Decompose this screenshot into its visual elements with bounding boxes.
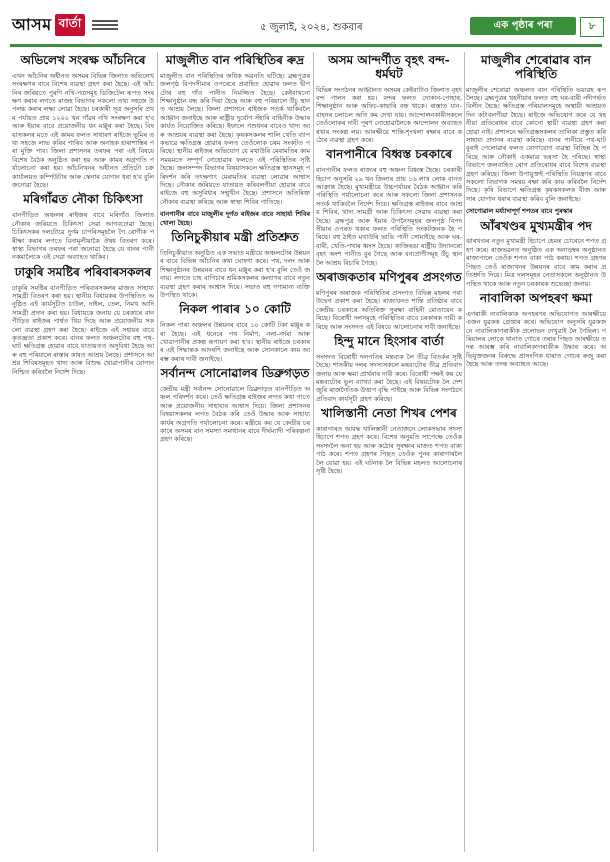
column-3 bbox=[316, 52, 462, 852]
headline-10: অৰাজকতাৰ মণিপুৰৰ প্ৰসংগত bbox=[316, 270, 462, 285]
article-10-body: মণিপুৰৰ অৰাজক পৰিস্থিতিৰ প্ৰসংগত বিভিন্ন মহলৰ পৰা উদ্বেগ প্ৰকাশ কৰা হৈছে। ৰাজ্যখনত শান্তি প্ৰতিষ্ঠাৰ বাবে কেন্দ্ৰীয় চৰকাৰে অতিৰিক্ত সুৰক্ষা বাহিনী মোতায়েন কৰিছে। বিৰোধী দলসমূহে পৰিস্থিতিৰ বাবে চৰকাৰক দায়ী কৰিছে আৰু সংসদত এই বিষয়ে আলোচনাৰ দাবী জনাইছে। bbox=[316, 288, 462, 331]
article-13-note: সোণোৱাল মৰ্য্যাদাপূৰ্ণ শপতৰ বাবে পুৰস্কাৰ bbox=[466, 207, 573, 216]
headline-11: হিন্দু মানে হিংসাৰ বাৰ্তা bbox=[334, 333, 444, 348]
article-9-body: বানপানীৰ ফলত ৰাজ্যৰ বহু অঞ্চল বিধ্বস্ত হৈছে। চৰকাৰী হিচাপ অনুসৰি ২৯ খন জিলাৰ প্ৰায় ১৬ লাখ লোক বানত আক্ৰান্ত হৈছে। মুখ্যমন্ত্ৰীয়ে উচ্চপৰ্যায়ৰ বৈঠক আহ্বান কৰি পৰিস্থিতি পৰ্যালোচনা কৰে আৰু সকলো জিলা প্ৰশাসনক সতৰ্ক থাকিবলৈ নিৰ্দেশ দিয়ে। ক্ষতিগ্ৰস্ত ৰাইজৰ বাবে আশ্ৰয় শিবিৰ, খাদ্য সামগ্ৰী আৰু চিকিৎসা সেৱাৰ ব্যৱস্থা কৰা হৈছে। ব্ৰহ্মপুত্ৰ আৰু ইয়াৰ উপনৈসমূহৰ জলপৃষ্ঠ বিপদসীমাৰ ওপৰত থকাৰ ফলত পৰিস্থিতি সংকটজনক হৈ পৰিছে। বহু ঠাইত মথাউৰি ভাঙি পানী সোমাইছে আৰু ঘৰ-বাৰী, খেতি-পথাৰ ধ্বংস হৈছে। কাজিৰঙা ৰাষ্ট্ৰীয় উদ্যানৰো বৃহৎ অংশ পানীত বুৰ গৈছে আৰু বন্যপ্ৰাণীসমূহ উঁচু স্থানলৈ আশ্ৰয় বিচাৰি গৈছে। bbox=[316, 166, 462, 267]
masthead-rule bbox=[10, 44, 602, 47]
page-number: ৮ bbox=[580, 17, 604, 37]
masthead bbox=[10, 12, 602, 42]
headline-9: বানপানীৰে বিধ্বস্ত চৰকাৰে bbox=[326, 147, 452, 162]
headline-3: ঢাকুৰি সমষ্টিৰ পৰিবাৰসকলৰ bbox=[14, 264, 152, 279]
column-5 bbox=[466, 52, 606, 852]
headline-6: নিকল পাৰাৰ ১০ কোটি bbox=[179, 302, 291, 317]
newspaper-logo bbox=[12, 14, 118, 36]
headline-7: সৰ্বানন্দ সোনোৱালৰ ডিব্ৰুগড়ত bbox=[160, 366, 310, 381]
article-3-body: ঢাকুৰি সমষ্টিৰ বানপীড়িত পৰিবাৰসকলৰ মাজত সাহায্য সামগ্ৰী বিতৰণ কৰা হয়। স্থানীয় বিধায়কৰ উপস্থিতিত অনুষ্ঠিত এই কাৰ্যসূচীত চাউল, দাইল, তেল, নিমখ আদি সামগ্ৰী প্ৰদান কৰা হয়। বিধায়কে জনায় যে চৰকাৰে বানপীড়িত ৰাইজৰ পাৰ্শ্বত থিয় দিছে আৰু প্ৰয়োজনীয় সকলো ব্যৱস্থা গ্ৰহণ কৰা হৈছে। ৰাইজে এই সহায়ৰ বাবে কৃতজ্ঞতা প্ৰকাশ কৰে। বানৰ ফলত অঞ্চলটোৰ বহু পথ-ঘাট ক্ষতিগ্ৰস্ত হোৱাৰ বাবে যাতায়তত অসুবিধা হৈছে আৰু বহু পৰিয়ালে ৰাস্তাৰ কাষত আশ্ৰয় লৈছে। প্ৰশাসনে আশ্ৰয় শিবিৰসমূহত খাদ্য আৰু বিশুদ্ধ খোৱাপানীৰ যোগান নিশ্চিত কৰিবলৈ নিৰ্দেশ দিছে। bbox=[12, 283, 154, 376]
headline-15: নাবালিকা অপহৰণ ক্ষমা bbox=[479, 290, 593, 305]
column-1 bbox=[12, 52, 154, 852]
headline-8: অসম আন্দৰ্ণীত বৃহৎ বন্দ-ধৰ্মঘট bbox=[328, 53, 450, 81]
section-tag: এক পৃষ্ঠাৰ পৰা bbox=[470, 17, 576, 35]
headline-5: তিনিচুকীয়াৰ মন্ত্ৰী প্ৰতিশ্ৰুত bbox=[171, 230, 299, 245]
headline-2: মৰিগাঁৱত নৌকা চিকিৎসা bbox=[23, 192, 143, 207]
article-13-body: মাজুলীৰ শেৰোৱা অঞ্চলত বান পৰিস্থিতি ভয়াৱহ ৰূপ লৈছে। ব্ৰহ্মপুত্ৰৰ খহনীয়াৰ ফলত বহু ঘৰ-বাৰী নদীগৰ্ভত বিলীন হৈছে। ক্ষতিগ্ৰস্ত পৰিয়ালসমূহে অস্থায়ী আশ্ৰয়ত দিন কটাবলগীয়া হৈছে। ৰাইজে অভিযোগ কৰে যে খহনীয়া প্ৰতিৰোধৰ বাবে কোনো স্থায়ী ব্যৱস্থা গ্ৰহণ কৰা হোৱা নাই। প্ৰশাসনে ক্ষতিগ্ৰস্তসকলৰ তালিকা প্ৰস্তুত কৰি সাহায্য প্ৰদানৰ ব্যৱস্থা কৰিছে। বানৰ পানীয়ে পথ-ঘাট বুৰাই পেলোৱাৰ ফলত যোগাযোগ ব্যৱস্থা বিচ্ছিন্ন হৈ পৰিছে আৰু নৌকাই একমাত্ৰ ভৰসা হৈ পৰিছে। স্বাস্থ্য বিভাগে জলবাহিত ৰোগ প্ৰতিৰোধৰ বাবে বিশেষ ব্যৱস্থা গ্ৰহণ কৰিছে। জিলা উপায়ুক্তই পৰিস্থিতি নিয়ন্ত্ৰণৰ বাবে সকলো বিভাগক সমন্বয় ৰক্ষা কৰি কাম কৰিবলৈ নিৰ্দেশ দিছে। কৃষি বিভাগে ক্ষতিগ্ৰস্ত কৃষকসকলক বীজ আৰু সাৰ যোগান ধৰাৰ ব্যৱস্থা কৰিব বুলি জনাইছে। bbox=[466, 85, 606, 203]
column-divider bbox=[157, 52, 158, 852]
article-1-body: এখন আঁচনিৰ অধীনত অসমৰ বিভিন্ন জিলাত অভিলেখ সংৰক্ষণৰ বাবে বিশেষ ব্যৱস্থা গ্ৰহণ কৰা হৈছে। এই আঁচনিৰ জৰিয়তে পুৰণি নথি-পত্ৰসমূহ ডিজিটেল ৰূপত সংৰক্ষণ কৰাৰ লগতে ৰাজহ বিভাগৰ সকলো তথ্য সহজে উপলব্ধ কৰাৰ লক্ষ্য লোৱা হৈছে। চৰকাৰী সূত্ৰ অনুসৰি প্ৰথম পৰ্যায়ত প্ৰায় ১২০০ খন গাঁৱৰ নথি সংৰক্ষণ কৰা হ'ব আৰু ইয়াৰ বাবে প্ৰয়োজনীয় ধন মঞ্জুৰ কৰা হৈছে। বিষয়াসকলৰ মতে এই কামৰ ফলত সাধাৰণ ৰাইজে ভূমিৰ তথ্য সহজে লাভ কৰিব পাৰিব আৰু অনাহক হাৰাশাস্তিৰ পৰা মুক্তি পাব। জিলা প্ৰশাসনৰ তৰফৰ পৰা এই বিষয়ে বিশেষ বৈঠক অনুষ্ঠিত কৰা হয় আৰু কামৰ অগ্ৰগতি পৰ্যালোচনা কৰা হয়। আঁচনিখনৰ অধীনত প্ৰতিটো চক্ৰ কাৰ্যালয়ত কম্পিউটাৰ আৰু স্কেনাৰ যোগান ধৰা হ'ব বুলি জনোৱা হৈছে। bbox=[12, 71, 154, 190]
headline-12: খালিস্তানী নেতা শিখৰ পেশৰ bbox=[321, 406, 457, 421]
article-12-body: কাৰাগাৰত আবদ্ধ খালিস্তানী নেতাজনে লোকসভাৰ সদস্য হিচাপে শপত গ্ৰহণ কৰে। বিশেষ অনুমতি সাপেক্ষে তেওঁক সংসদলৈ অনা হয় আৰু কঠোৰ সুৰক্ষাৰ মাজত শপত বাক্য পাঠ কৰে। শপত গ্ৰহণৰ পিছত তেওঁক পুনৰ কাৰাগাৰলৈ লৈ যোৱা হয়। এই ঘটনাক লৈ বিভিন্ন মহলত আলোচনাৰ সৃষ্টি হৈছে। bbox=[316, 424, 462, 475]
article-6-body: নিকল পাৰা অঞ্চলৰ উন্নয়নৰ বাবে ১০ কোটি টকা মঞ্জুৰ কৰা হৈছে। এই ধনেৰে পথ নিৰ্মাণ, নলা-নৰ্দমা আৰু খোৱাপানীৰ প্ৰকল্প ৰূপায়ণ কৰা হ'ব। স্থানীয় ৰাইজে চৰকাৰৰ এই সিদ্ধান্তক আদৰণি জনাইছে আৰু সোনকালে কাম আৰম্ভ কৰাৰ দাবী জনাইছে। bbox=[160, 321, 310, 363]
article-7-body: কেন্দ্ৰীয় মন্ত্ৰী সৰ্বানন্দ সোনোৱালে ডিব্ৰুগড়ত বানপীড়িত অঞ্চল পৰিদৰ্শন কৰে। তেওঁ ক্ষতিগ্ৰস্ত ৰাইজৰ লগত কথা পাতে আৰু প্ৰয়োজনীয় সাহায্যৰ আশ্বাস দিয়ে। জিলা প্ৰশাসনৰ বিষয়াসকলৰ লগত বৈঠক কৰি তেওঁ উদ্ধাৰ আৰু সাহায্য কাৰ্যৰ অগ্ৰগতি পৰ্যালোচনা কৰে। মন্ত্ৰীয়ে কয় যে কেন্দ্ৰীয় চৰকাৰে অসমৰ বান সমস্যা সমাধানৰ বাবে দীৰ্ঘম্যাদী পৰিকল্পনা গ্ৰহণ কৰিছে। bbox=[160, 384, 310, 444]
article-8-body: বিভিন্ন সংগঠনৰ আহ্বানত অসমৰ কেইবাটাও জিলাত বৃহৎ বন্দ পালন কৰা হয়। বন্দৰ ফলত দোকান-পোহাৰ, শিক্ষানুষ্ঠান আৰু অফিচ-কাছাৰি বন্ধ থাকে। ৰাস্তাত যান-বাহনৰ চলাচল অতি কম দেখা যায়। আন্দোলনকাৰীসকলে তেওঁলোকৰ দাবী পূৰণ নোহোৱালৈকে আন্দোলন অব্যাহত ৰখাৰ সংকল্প লয়। আৰক্ষীয়ে শান্তি-শৃংখলা ৰক্ষাৰ বাবে কঠোৰ ব্যৱস্থা গ্ৰহণ কৰে। bbox=[316, 85, 462, 145]
headline-1: অভিলেখ সংৰক্ষ আঁচনিৰে bbox=[20, 53, 146, 67]
headline-4: মাজুলীত বান পৰিস্থিতিৰ ৰুদ্ৰ bbox=[165, 53, 305, 67]
logo-tag-text: বাৰ্তা bbox=[55, 14, 86, 36]
article-14-body: ঝাৰখণ্ডৰ নতুন মুখ্যমন্ত্ৰী হিচাপে হেমন্ত চোৰেনে শপত গ্ৰহণ কৰে। ৰাজভৱনত অনুষ্ঠিত এক অনাড়ম্বৰ অনুষ্ঠানত ৰাজ্যপালে তেওঁক শপত বাক্য পাঠ কৰায়। শপত গ্ৰহণৰ পিছত তেওঁ ৰাজ্যখনৰ উন্নয়নৰ বাবে কাম কৰাৰ প্ৰতিশ্ৰুতি দিয়ে। মিত্ৰ দলসমূহৰ নেতাসকলে অনুষ্ঠানত উপস্থিত থাকে আৰু নতুন চৰকাৰক শুভেচ্ছা জনায়। bbox=[466, 237, 606, 288]
article-4-body: মাজুলীত বান পৰিস্থিতিৰ অধিক অৱনতি ঘটিছে। ব্ৰহ্মপুত্ৰৰ জলপৃষ্ঠ বিপদসীমাৰ ওপৰেৰে প্ৰবাহিত হোৱাৰ ফলত দ্বীপটোৰ বহু গাঁও পানীত নিমজ্জিত হৈছে। কেইবাখনো শিক্ষানুষ্ঠান বন্ধ কৰি দিয়া হৈছে আৰু বহু পৰিয়ালে উঁচু স্থানত আশ্ৰয় লৈছে। জিলা প্ৰশাসনে ৰাইজক সতৰ্ক থাকিবলৈ আহ্বান জনাইছে আৰু ৰাষ্ট্ৰীয় দুৰ্যোগ সঁহাৰি বাহিনীক উদ্ধাৰ কাৰ্যত নিয়োজিত কৰিছে। ইফালে পশুধনৰ বাবেও খাদ্য আৰু আশ্ৰয়ৰ ব্যৱস্থা কৰা হৈছে। কৃষকসকলৰ শালি খেতি ব্যাপকভাৱে ক্ষতিগ্ৰস্ত হোৱাৰ ফলত তেওঁলোক চৰম সংকটত পৰিছে। স্থানীয় ৰাইজৰ অভিযোগ যে মথাউৰি মেৰামতিৰ কাম সময়মতে সম্পূৰ্ণ নোহোৱাৰ ফলতে এই পৰিস্থিতিৰ সৃষ্টি হৈছে। জলসম্পদ বিভাগৰ বিষয়াসকলে ক্ষতিগ্ৰস্ত স্থানসমূহ পৰিদৰ্শন কৰি তৎক্ষণাৎ মেৰামতিৰ ব্যৱস্থা লোৱাৰ আশ্বাস দিছে। নৌকাৰ জৰিয়তে যাতায়ত কৰিবলগীয়া হোৱাৰ বাবে ৰাইজে বহু অসুবিধাৰ সন্মুখীন হৈছে। প্ৰশাসনে অতিৰিক্ত নৌকাৰ ব্যৱস্থা কৰিছে আৰু স্বাস্থ্য শিবিৰ পাতিছে। bbox=[160, 71, 310, 206]
article-15-body: এগৰাকী নাবালিকাক অপহৰণৰ অভিযোগত আৰক্ষীয়ে এজন যুৱকক গ্ৰেপ্তাৰ কৰে। অভিযোগ অনুসৰি যুৱকজনে নাবালিকাগৰাকীক প্ৰলোভন দেখুৱাই লৈ গৈছিল। পৰিয়ালৰ লোকে থানাত গোচৰ তৰাৰ পিছত আৰক্ষীয়ে তদন্ত আৰম্ভ কৰি নাবালিকাগৰাকীক উদ্ধাৰ কৰে। অভিযুক্তজনৰ বিৰুদ্ধে প্ৰাসংগিক ধাৰাত গোচৰ ৰুজু কৰা হৈছে আৰু তদন্ত অব্যাহত আছে। bbox=[466, 309, 606, 369]
column-divider bbox=[313, 52, 314, 852]
headline-14: আঁৰখণ্ডৰ মুখ্যমন্ত্ৰীৰ পদ bbox=[480, 218, 592, 233]
logo-lines-icon bbox=[92, 20, 118, 30]
article-11-body: সংসদত বিৰোধী দলপতিৰ মন্তব্যক লৈ তীব্ৰ বিতৰ্কৰ সৃষ্টি হৈছে। শাসকীয় দলৰ সদস্যসকলে মন্তব্যটোৰ তীব্ৰ প্ৰতিবাদ জনায় আৰু ক্ষমা প্ৰাৰ্থনাৰ দাবী কৰে। বিৰোধী পক্ষই কয় যে মন্তব্যটোৰ ভুল ব্যাখ্যা কৰা হৈছে। এই বিষয়টোক লৈ দেশজুৰি ৰাজনৈতিক উত্তাপ বৃদ্ধি পাইছে আৰু বিভিন্ন সংগঠনে প্ৰতিবাদ কাৰ্যসূচী গ্ৰহণ কৰিছে। bbox=[316, 352, 462, 403]
article-2-body: বানপীড়িত অঞ্চলৰ ৰাইজৰ বাবে মৰিগাঁও জিলাত নৌকাৰ জৰিয়তে চিকিৎসা সেৱা আগবঢ়োৱা হৈছে। চিকিৎসকৰ দলটোৱে দুৰ্গম চাপৰিসমূহলৈ গৈ ৰোগীক পৰীক্ষা কৰাৰ লগতে বিনামূলীয়াকৈ ঔষধ বিতৰণ কৰে। স্বাস্থ্য বিভাগৰ তৰফৰ পৰা জনোৱা হৈছে যে বানৰ পানী নকমালৈকে এই সেৱা অব্যাহত থাকিব। bbox=[12, 211, 154, 262]
headline-13: মাজুলীৰ শেৰোৱাৰ বান পৰিস্থিতি bbox=[481, 53, 591, 81]
column-divider bbox=[464, 52, 465, 852]
logo-main-text: আসম bbox=[12, 14, 52, 34]
article-4-note: বানপানীৰ বাবে মাজুলীৰ দূৰ্গত ৰাইজৰ বাবে সাহাৰ্য্য শিবিৰ খোলা হৈছে। bbox=[160, 210, 310, 227]
dateline: ৫ জুলাই, ২০২৪, শুকবাৰ bbox=[260, 22, 363, 33]
column-2 bbox=[160, 52, 310, 852]
article-5-body: তিনিচুকীয়াত অনুষ্ঠিত এক সভাত মন্ত্ৰীয়ে অঞ্চলটোৰ উন্নয়নৰ বাবে বিভিন্ন আঁচনিৰ কথা ঘোষণা কৰে। পথ, দলং আৰু শিক্ষানুষ্ঠানৰ উন্নয়নৰ বাবে ধন মঞ্জুৰ কৰা হ'ব বুলি তেওঁ জনায়। লগতে চাহ বাগিচাৰ শ্ৰমিকসকলৰ কল্যাণৰ বাবে নতুন ব্যৱস্থা গ্ৰহণ কৰাৰ আশ্বাস দিয়ে। সভাত বহু গণ্যমান্য ব্যক্তি উপস্থিত থাকে। bbox=[160, 248, 310, 299]
